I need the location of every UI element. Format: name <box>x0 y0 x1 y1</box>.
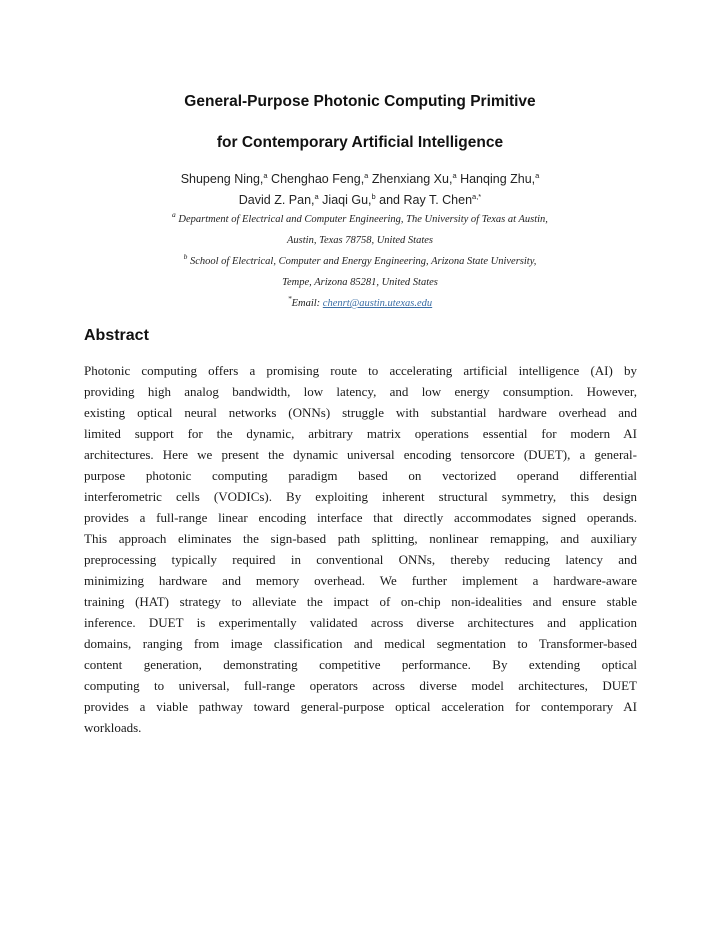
abstract-line: inference. DUET is experimentally validated across diverse architectures and application <box>84 615 637 630</box>
affiliation-b-marker: b <box>183 252 188 261</box>
author-affiliation-marker: b <box>371 192 376 201</box>
author-line-1 <box>0 169 720 189</box>
abstract-line: provides a viable pathway toward general-purpose optical acceleration for contemporary AI <box>84 699 637 714</box>
abstract-heading: Abstract <box>84 327 149 344</box>
author-name: Shupeng Ning, <box>180 172 264 186</box>
affiliation-a-line-2: Austin, Texas 78758, United States <box>286 235 434 246</box>
abstract-line: content generation, demonstrating competitive performance. By extending optical <box>84 657 637 672</box>
paper-title-line-2: for Contemporary Artificial Intelligence <box>216 134 504 151</box>
affiliation-b-line-2: Tempe, Arizona 85281, United States <box>282 277 438 288</box>
affiliation-b-text: School of Electrical, Computer and Energy Engineering, Arizona State University, <box>187 256 537 267</box>
abstract-line: Photonic computing offers a promising route to accelerating artificial intelligence (AI) by <box>84 363 637 378</box>
author-name: David Z. Pan, <box>238 193 315 207</box>
abstract-line: existing optical neural networks (ONNs) struggle with substantial hardware overhead and <box>84 405 637 420</box>
abstract-line: domains, ranging from image classification and medical segmentation to Transformer-based <box>84 636 637 651</box>
abstract-line: training (HAT) strategy to alleviate the impact of on-chip non-idealities and ensure stable <box>84 594 637 609</box>
author-affiliation-marker: a <box>364 171 369 180</box>
abstract-body <box>84 360 637 738</box>
author-name: Chenghao Feng, <box>267 172 365 186</box>
affiliation-a-marker: a <box>172 210 176 219</box>
author-affiliation-marker: a <box>314 192 319 201</box>
abstract-line: provides a full-range linear encoding interface that directly accommodates signed operands. <box>84 510 637 525</box>
author-name: and Ray T. Chen <box>375 193 473 207</box>
author-affiliation-marker: a <box>535 171 540 180</box>
paper-title-line-1: General-Purpose Photonic Computing Primitive <box>184 93 536 110</box>
affiliation-a-line-1 <box>0 212 720 228</box>
abstract-line: interferometric cells (VODICs). By exploiting inherent structural symmetry, this design <box>84 489 637 504</box>
corresponding-marker: * <box>287 294 292 303</box>
abstract-line: computing to universal, full-range operators across diverse model architectures, DUET <box>84 678 637 693</box>
author-affiliation-marker: a <box>263 171 268 180</box>
author-affiliation-marker: a,* <box>472 192 482 201</box>
abstract-line: limited support for the dynamic, arbitrary matrix operations essential for modern AI <box>84 426 637 441</box>
author-name: Zhenxiang Xu, <box>368 172 453 186</box>
author-affiliation-marker: a <box>452 171 457 180</box>
corresponding-email <box>0 296 720 312</box>
author-name: Jiaqi Gu, <box>318 193 372 207</box>
abstract-line: preprocessing typically required in conventional ONNs, thereby reducing latency and <box>84 552 637 567</box>
email-label: Email: <box>291 298 323 309</box>
abstract-line: minimizing hardware and memory overhead. We further implement a hardware-aware <box>84 573 637 588</box>
abstract-line: providing high analog bandwidth, low latency, and low energy consumption. However, <box>84 384 637 399</box>
author-name: Hanqing Zhu, <box>456 172 536 186</box>
abstract-line: This approach eliminates the sign-based path splitting, nonlinear remapping, and auxiliary <box>84 531 637 546</box>
affiliation-b-line-1 <box>0 254 720 270</box>
abstract-line: workloads. <box>84 720 142 735</box>
abstract-line: purpose photonic computing paradigm based on vectorized operand differential <box>84 468 637 483</box>
author-line-2 <box>0 190 720 210</box>
affiliation-a-text: Department of Electrical and Computer Engineering, The University of Texas at Austin, <box>175 214 548 225</box>
email-link[interactable]: chenrt@austin.utexas.edu <box>322 298 433 309</box>
abstract-line: architectures. Here we present the dynamic universal encoding tensorcore (DUET), a general- <box>84 447 637 462</box>
